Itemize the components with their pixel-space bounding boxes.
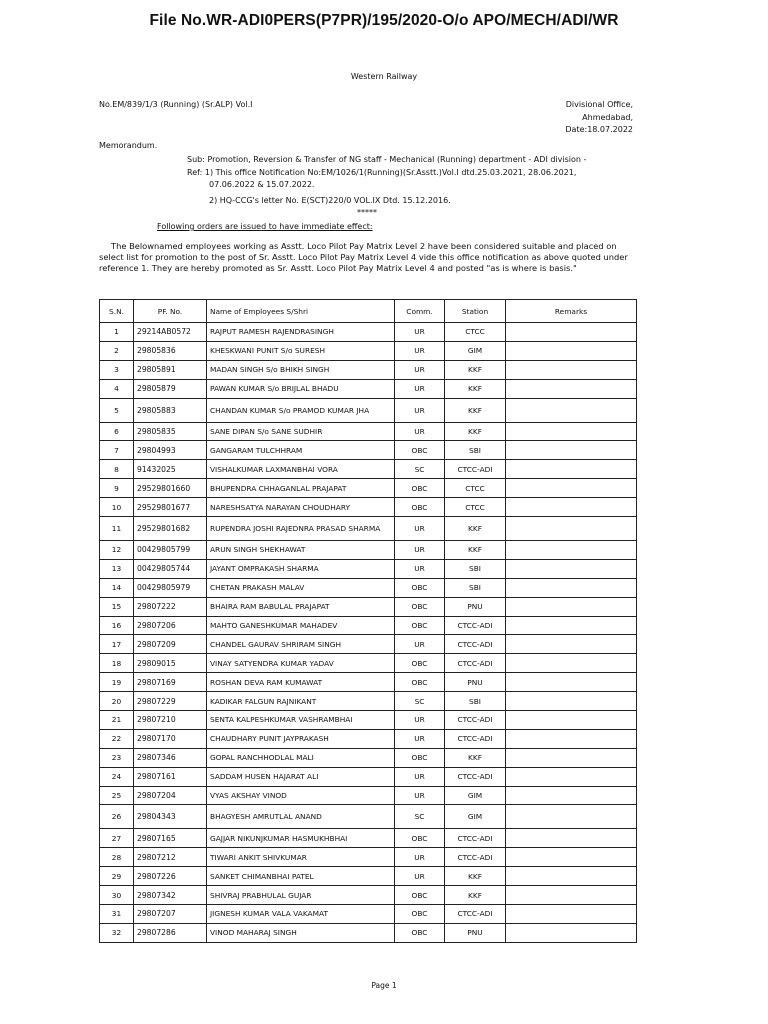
header-sn: S.N. bbox=[100, 300, 134, 323]
community-cell: UR bbox=[395, 398, 445, 422]
employee-name-cell: VINAY SATYENDRA KUMAR YADAV bbox=[207, 654, 395, 673]
remarks-cell bbox=[506, 786, 637, 805]
pf-number-cell: 00429805744 bbox=[134, 559, 207, 578]
remarks-cell bbox=[506, 748, 637, 767]
table-row bbox=[100, 848, 637, 867]
remarks-cell bbox=[506, 323, 637, 342]
community-cell: OBC bbox=[395, 498, 445, 517]
sn-cell: 25 bbox=[100, 786, 134, 805]
table-row bbox=[100, 886, 637, 905]
table-header-row bbox=[100, 300, 637, 323]
pf-number-cell: 29807346 bbox=[134, 748, 207, 767]
pf-number-cell: 29214AB0572 bbox=[134, 323, 207, 342]
community-cell: UR bbox=[395, 786, 445, 805]
station-cell: KKF bbox=[445, 379, 506, 398]
remarks-cell bbox=[506, 479, 637, 498]
sn-cell: 16 bbox=[100, 616, 134, 635]
pf-number-cell: 00429805979 bbox=[134, 578, 207, 597]
sn-cell: 4 bbox=[100, 379, 134, 398]
pf-number-cell: 29807161 bbox=[134, 767, 207, 786]
employee-name-cell: CHETAN PRAKASH MALAV bbox=[207, 578, 395, 597]
page-number: Page 1 bbox=[371, 981, 397, 990]
station-cell: GIM bbox=[445, 341, 506, 360]
employee-name-cell: SADDAM HUSEN HAJARAT ALI bbox=[207, 767, 395, 786]
community-cell: UR bbox=[395, 711, 445, 730]
station-cell: SBI bbox=[445, 578, 506, 597]
pf-number-cell: 29807170 bbox=[134, 729, 207, 748]
table-row bbox=[100, 578, 637, 597]
remarks-cell bbox=[506, 905, 637, 924]
employee-name-cell: GOPAL RANCHHODLAL MALI bbox=[207, 748, 395, 767]
community-cell: UR bbox=[395, 729, 445, 748]
header-station: Station bbox=[445, 300, 506, 323]
sn-cell: 9 bbox=[100, 479, 134, 498]
station-cell: CTCC-ADI bbox=[445, 829, 506, 848]
station-cell: KKF bbox=[445, 541, 506, 560]
remarks-cell bbox=[506, 422, 637, 441]
community-cell: SC bbox=[395, 805, 445, 829]
pf-number-cell: 29807206 bbox=[134, 616, 207, 635]
table-row bbox=[100, 767, 637, 786]
remarks-cell bbox=[506, 541, 637, 560]
sn-cell: 5 bbox=[100, 398, 134, 422]
sn-cell: 7 bbox=[100, 441, 134, 460]
header-community: Comm. bbox=[395, 300, 445, 323]
reference-1-line-a: Ref: 1) This office Notification No:EM/1026/1(Running)(Sr.Asstt.)Vol.I dtd.25.03.2021, 28.06.2021, bbox=[187, 168, 577, 177]
employee-name-cell: ROSHAN DEVA RAM KUMAWAT bbox=[207, 673, 395, 692]
sn-cell: 23 bbox=[100, 748, 134, 767]
sn-cell: 20 bbox=[100, 692, 134, 711]
community-cell: UR bbox=[395, 867, 445, 886]
employee-name-cell: MADAN SINGH S/o BHIKH SINGH bbox=[207, 360, 395, 379]
station-cell: CTCC-ADI bbox=[445, 729, 506, 748]
station-cell: GIM bbox=[445, 786, 506, 805]
remarks-cell bbox=[506, 711, 637, 730]
sn-cell: 11 bbox=[100, 517, 134, 541]
community-cell: OBC bbox=[395, 578, 445, 597]
sn-cell: 10 bbox=[100, 498, 134, 517]
station-cell: CTCC-ADI bbox=[445, 711, 506, 730]
remarks-cell bbox=[506, 767, 637, 786]
table-row bbox=[100, 517, 637, 541]
employee-name-cell: CHAUDHARY PUNIT JAYPRAKASH bbox=[207, 729, 395, 748]
table-row bbox=[100, 341, 637, 360]
pf-number-cell: 29805883 bbox=[134, 398, 207, 422]
community-cell: OBC bbox=[395, 479, 445, 498]
pf-number-cell: 29807212 bbox=[134, 848, 207, 867]
employee-name-cell: GAJJAR NIKUNJKUMAR HASMUKHBHAI bbox=[207, 829, 395, 848]
table-row bbox=[100, 673, 637, 692]
community-cell: SC bbox=[395, 692, 445, 711]
table-row bbox=[100, 829, 637, 848]
community-cell: OBC bbox=[395, 923, 445, 942]
sn-cell: 15 bbox=[100, 597, 134, 616]
orders-heading: Following orders are issued to have immediate effect: bbox=[157, 222, 373, 231]
sn-cell: 18 bbox=[100, 654, 134, 673]
pf-number-cell: 29805879 bbox=[134, 379, 207, 398]
table-row bbox=[100, 559, 637, 578]
community-cell: OBC bbox=[395, 597, 445, 616]
remarks-cell bbox=[506, 360, 637, 379]
file-number-title: File No.WR-ADI0PERS(P7PR)/195/2020-O/o APO/MECH/ADI/WR bbox=[149, 12, 619, 29]
station-cell: KKF bbox=[445, 867, 506, 886]
table-body bbox=[100, 323, 637, 943]
sn-cell: 6 bbox=[100, 422, 134, 441]
table-row bbox=[100, 711, 637, 730]
remarks-cell bbox=[506, 460, 637, 479]
table-row bbox=[100, 398, 637, 422]
station-cell: CTCC-ADI bbox=[445, 848, 506, 867]
table-row bbox=[100, 323, 637, 342]
employee-name-cell: CHANDAN KUMAR S/o PRAMOD KUMAR JHA bbox=[207, 398, 395, 422]
pf-number-cell: 29807207 bbox=[134, 905, 207, 924]
header-pf-no: PF. No. bbox=[134, 300, 207, 323]
employee-name-cell: BHUPENDRA CHHAGANLAL PRAJAPAT bbox=[207, 479, 395, 498]
table-row bbox=[100, 616, 637, 635]
community-cell: OBC bbox=[395, 829, 445, 848]
station-cell: CTCC bbox=[445, 498, 506, 517]
sn-cell: 21 bbox=[100, 711, 134, 730]
remarks-cell bbox=[506, 635, 637, 654]
station-cell: CTCC-ADI bbox=[445, 767, 506, 786]
employee-name-cell: RUPENDRA JOSHI RAJEDNRA PRASAD SHARMA bbox=[207, 517, 395, 541]
remarks-cell bbox=[506, 805, 637, 829]
employee-name-cell: KADIKAR FALGUN RAJNIKANT bbox=[207, 692, 395, 711]
station-cell: KKF bbox=[445, 422, 506, 441]
table-row bbox=[100, 635, 637, 654]
promotion-table bbox=[99, 299, 637, 943]
employee-name-cell: BHAIRA RAM BABULAL PRAJAPAT bbox=[207, 597, 395, 616]
organization-name: Western Railway bbox=[350, 72, 418, 81]
pf-number-cell: 29809015 bbox=[134, 654, 207, 673]
station-cell: CTCC-ADI bbox=[445, 654, 506, 673]
community-cell: UR bbox=[395, 379, 445, 398]
remarks-cell bbox=[506, 597, 637, 616]
community-cell: UR bbox=[395, 635, 445, 654]
table-row bbox=[100, 541, 637, 560]
station-cell: CTCC-ADI bbox=[445, 635, 506, 654]
sn-cell: 14 bbox=[100, 578, 134, 597]
employee-name-cell: KHESKWANI PUNIT S/o SURESH bbox=[207, 341, 395, 360]
table-row bbox=[100, 460, 637, 479]
pf-number-cell: 29807210 bbox=[134, 711, 207, 730]
employee-name-cell: GANGARAM TULCHHRAM bbox=[207, 441, 395, 460]
sn-cell: 24 bbox=[100, 767, 134, 786]
remarks-cell bbox=[506, 729, 637, 748]
sn-cell: 27 bbox=[100, 829, 134, 848]
header-remarks: Remarks bbox=[506, 300, 637, 323]
community-cell: UR bbox=[395, 341, 445, 360]
employee-name-cell: BHAGYESH AMRUTLAL ANAND bbox=[207, 805, 395, 829]
table-row bbox=[100, 597, 637, 616]
sn-cell: 29 bbox=[100, 867, 134, 886]
table-row bbox=[100, 360, 637, 379]
remarks-cell bbox=[506, 379, 637, 398]
header-employee-name: Name of Employees S/Shri bbox=[207, 300, 395, 323]
sn-cell: 17 bbox=[100, 635, 134, 654]
remarks-cell bbox=[506, 616, 637, 635]
community-cell: UR bbox=[395, 559, 445, 578]
pf-number-cell: 91432025 bbox=[134, 460, 207, 479]
employee-name-cell: SANE DIPAN S/o SANE SUDHIR bbox=[207, 422, 395, 441]
station-cell: CTCC bbox=[445, 479, 506, 498]
table-row bbox=[100, 905, 637, 924]
remarks-cell bbox=[506, 341, 637, 360]
remarks-cell bbox=[506, 923, 637, 942]
employee-name-cell: PAWAN KUMAR S/o BRIJLAL BHADU bbox=[207, 379, 395, 398]
community-cell: UR bbox=[395, 323, 445, 342]
employee-name-cell: NARESHSATYA NARAYAN CHOUDHARY bbox=[207, 498, 395, 517]
sn-cell: 31 bbox=[100, 905, 134, 924]
community-cell: OBC bbox=[395, 441, 445, 460]
station-cell: CTCC bbox=[445, 323, 506, 342]
address-line-2: Ahmedabad, bbox=[582, 112, 633, 122]
table-row bbox=[100, 923, 637, 942]
station-cell: CTCC-ADI bbox=[445, 616, 506, 635]
table-row bbox=[100, 729, 637, 748]
remarks-cell bbox=[506, 848, 637, 867]
pf-number-cell: 29529801682 bbox=[134, 517, 207, 541]
community-cell: OBC bbox=[395, 673, 445, 692]
remarks-cell bbox=[506, 829, 637, 848]
remarks-cell bbox=[506, 654, 637, 673]
community-cell: UR bbox=[395, 848, 445, 867]
sn-cell: 8 bbox=[100, 460, 134, 479]
pf-number-cell: 29807342 bbox=[134, 886, 207, 905]
station-cell: PNU bbox=[445, 597, 506, 616]
community-cell: UR bbox=[395, 767, 445, 786]
sn-cell: 19 bbox=[100, 673, 134, 692]
station-cell: KKF bbox=[445, 398, 506, 422]
station-cell: CTCC-ADI bbox=[445, 460, 506, 479]
community-cell: OBC bbox=[395, 886, 445, 905]
pf-number-cell: 29529801660 bbox=[134, 479, 207, 498]
table-row bbox=[100, 479, 637, 498]
employee-name-cell: RAJPUT RAMESH RAJENDRASINGH bbox=[207, 323, 395, 342]
table-row bbox=[100, 654, 637, 673]
sn-cell: 26 bbox=[100, 805, 134, 829]
employee-name-cell: SHIVRAJ PRABHULAL GUJAR bbox=[207, 886, 395, 905]
employee-name-cell: VISHALKUMAR LAXMANBHAI VORA bbox=[207, 460, 395, 479]
sn-cell: 32 bbox=[100, 923, 134, 942]
station-cell: KKF bbox=[445, 517, 506, 541]
table-row bbox=[100, 498, 637, 517]
station-cell: PNU bbox=[445, 923, 506, 942]
employee-name-cell: JAYANT OMPRAKASH SHARMA bbox=[207, 559, 395, 578]
pf-number-cell: 29807169 bbox=[134, 673, 207, 692]
pf-number-cell: 29807222 bbox=[134, 597, 207, 616]
employee-name-cell: CHANDEL GAURAV SHRIRAM SINGH bbox=[207, 635, 395, 654]
table-row bbox=[100, 441, 637, 460]
employee-name-cell: VINOD MAHARAJ SINGH bbox=[207, 923, 395, 942]
subject-line: Sub: Promotion, Reversion & Transfer of NG staff - Mechanical (Running) department - ADI division - bbox=[187, 155, 587, 164]
remarks-cell bbox=[506, 867, 637, 886]
sn-cell: 30 bbox=[100, 886, 134, 905]
community-cell: UR bbox=[395, 541, 445, 560]
table-row bbox=[100, 805, 637, 829]
community-cell: OBC bbox=[395, 654, 445, 673]
station-cell: KKF bbox=[445, 886, 506, 905]
table-row bbox=[100, 692, 637, 711]
employee-name-cell: VYAS AKSHAY VINOD bbox=[207, 786, 395, 805]
pf-number-cell: 29804343 bbox=[134, 805, 207, 829]
pf-number-cell: 29807204 bbox=[134, 786, 207, 805]
remarks-cell bbox=[506, 692, 637, 711]
station-cell: CTCC-ADI bbox=[445, 905, 506, 924]
pf-number-cell: 29805835 bbox=[134, 422, 207, 441]
remarks-cell bbox=[506, 886, 637, 905]
pf-number-cell: 29804993 bbox=[134, 441, 207, 460]
table-row bbox=[100, 748, 637, 767]
station-cell: KKF bbox=[445, 748, 506, 767]
station-cell: SBI bbox=[445, 692, 506, 711]
employee-name-cell: SENTA KALPESHKUMAR VASHRAMBHAI bbox=[207, 711, 395, 730]
station-cell: SBI bbox=[445, 441, 506, 460]
sn-cell: 28 bbox=[100, 848, 134, 867]
pf-number-cell: 29529801677 bbox=[134, 498, 207, 517]
station-cell: SBI bbox=[445, 559, 506, 578]
pf-number-cell: 00429805799 bbox=[134, 541, 207, 560]
community-cell: OBC bbox=[395, 616, 445, 635]
station-cell: PNU bbox=[445, 673, 506, 692]
community-cell: UR bbox=[395, 360, 445, 379]
date-line: Date:18.07.2022 bbox=[565, 125, 633, 134]
remarks-cell bbox=[506, 517, 637, 541]
community-cell: UR bbox=[395, 517, 445, 541]
table-row bbox=[100, 422, 637, 441]
separator-stars: ***** bbox=[357, 208, 377, 217]
sn-cell: 22 bbox=[100, 729, 134, 748]
table-row bbox=[100, 786, 637, 805]
address-block bbox=[480, 99, 633, 137]
table-row bbox=[100, 867, 637, 886]
remarks-cell bbox=[506, 578, 637, 597]
table-row bbox=[100, 379, 637, 398]
employee-name-cell: TIWARI ANKIT SHIVKUMAR bbox=[207, 848, 395, 867]
community-cell: OBC bbox=[395, 748, 445, 767]
remarks-cell bbox=[506, 441, 637, 460]
community-cell: OBC bbox=[395, 905, 445, 924]
employee-name-cell: SANKET CHIMANBHAI PATEL bbox=[207, 867, 395, 886]
sn-cell: 2 bbox=[100, 341, 134, 360]
remarks-cell bbox=[506, 398, 637, 422]
remarks-cell bbox=[506, 673, 637, 692]
community-cell: UR bbox=[395, 422, 445, 441]
reference-number: No.EM/839/1/3 (Running) (Sr.ALP) Vol.I bbox=[99, 100, 253, 109]
sn-cell: 3 bbox=[100, 360, 134, 379]
employee-name-cell: MAHTO GANESHKUMAR MAHADEV bbox=[207, 616, 395, 635]
memorandum-label: Memorandum. bbox=[99, 141, 158, 150]
remarks-cell bbox=[506, 559, 637, 578]
sn-cell: 1 bbox=[100, 323, 134, 342]
reference-2-line: 2) HQ-CCG's letter No. E(SCT)220/0 VOL.IX Dtd. 15.12.2016. bbox=[209, 196, 451, 205]
address-line-1: Divisional Office, bbox=[565, 100, 633, 109]
community-cell: SC bbox=[395, 460, 445, 479]
sn-cell: 12 bbox=[100, 541, 134, 560]
reference-1-line-b: 07.06.2022 & 15.07.2022. bbox=[209, 180, 315, 189]
pf-number-cell: 29807226 bbox=[134, 867, 207, 886]
employee-name-cell: ARUN SINGH SHEKHAWAT bbox=[207, 541, 395, 560]
pf-number-cell: 29805836 bbox=[134, 341, 207, 360]
employee-name-cell: JIGNESH KUMAR VALA VAKAMAT bbox=[207, 905, 395, 924]
station-cell: KKF bbox=[445, 360, 506, 379]
pf-number-cell: 29807209 bbox=[134, 635, 207, 654]
remarks-cell bbox=[506, 498, 637, 517]
pf-number-cell: 29807286 bbox=[134, 923, 207, 942]
sn-cell: 13 bbox=[100, 559, 134, 578]
pf-number-cell: 29805891 bbox=[134, 360, 207, 379]
station-cell: GIM bbox=[445, 805, 506, 829]
memo-paragraph: The Belownamed employees working as Asstt. Loco Pilot Pay Matrix Level 2 have been considered suitable and placed on select list for promotion to the post of Sr. Asstt. Loco Pilot Pay Matrix Level 4 vide this office notification as above quoted under reference 1. They are hereby promoted as Sr. Asstt. Loco Pilot Pay Matrix Level 4 and posted "as is where is basis." bbox=[99, 241, 628, 273]
pf-number-cell: 29807229 bbox=[134, 692, 207, 711]
pf-number-cell: 29807165 bbox=[134, 829, 207, 848]
